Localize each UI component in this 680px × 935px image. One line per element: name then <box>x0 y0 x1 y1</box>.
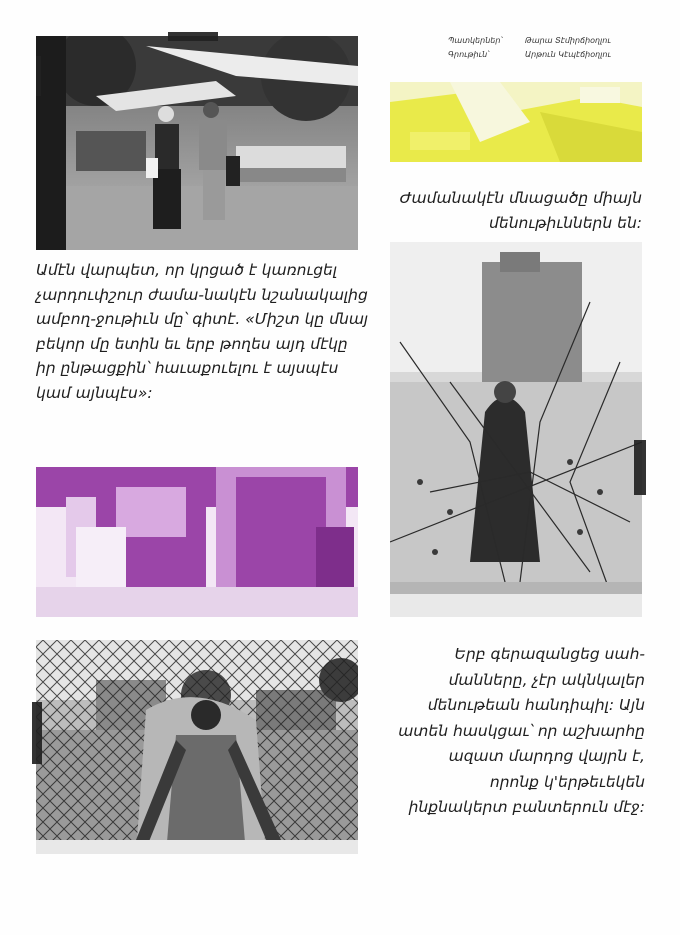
quote-bottom-right <box>395 642 645 821</box>
quote-left <box>36 258 372 405</box>
credit-name-writer: Արթուն Կէպէճիօղլու <box>525 50 611 59</box>
tape-strip <box>634 440 646 495</box>
credit-label-images: Պատկերներ՝ <box>448 36 503 45</box>
purple-tinted-market-photo <box>36 467 358 617</box>
credits-names <box>525 34 611 62</box>
credit-label-text: Գրութիւն՝ <box>448 50 490 59</box>
tape-strip <box>36 56 41 96</box>
quote-top-right <box>392 186 642 236</box>
quote-top-right-text: Ժամանակէն մնացածը միայն մենութիւններն են: <box>399 189 642 232</box>
credits-labels <box>448 34 502 62</box>
market-street-photo <box>36 36 358 250</box>
tape-strip <box>32 702 42 764</box>
quote-left-text: Ամէն վարպետ, որ կրցած է կառուցել չարդուփշուր ժամա-նակէն նշանակալից ամբող-ջութիւն մը՝ գիտէ. «Միշտ կը մնայ բեկոր մը ետին եւ երբ թողես այդ մէկը իր ընթացքին՝ հաւաքուելու է այսպէս կամ այնպէս»: <box>36 261 369 402</box>
yellow-tinted-strip <box>390 82 642 162</box>
quote-bottom-right-text: Երբ գերազանցեց սահ-մանները, չէր ակնկալեր մենութեան հանդիպիլ: Այն ատեն հասկցաւ՝ որ աշխարհը ազատ մարդոց վայրն է, որոնք կ'երթեւեկեն ինքնակերտ բանտերուն մէջ: <box>398 645 645 816</box>
credit-name-photographer: Թարա Տէմիրճիօղլու <box>525 36 611 45</box>
tape-strip <box>168 32 218 41</box>
tree-reflection-photo <box>390 242 642 617</box>
broken-fence-photo <box>36 640 358 854</box>
